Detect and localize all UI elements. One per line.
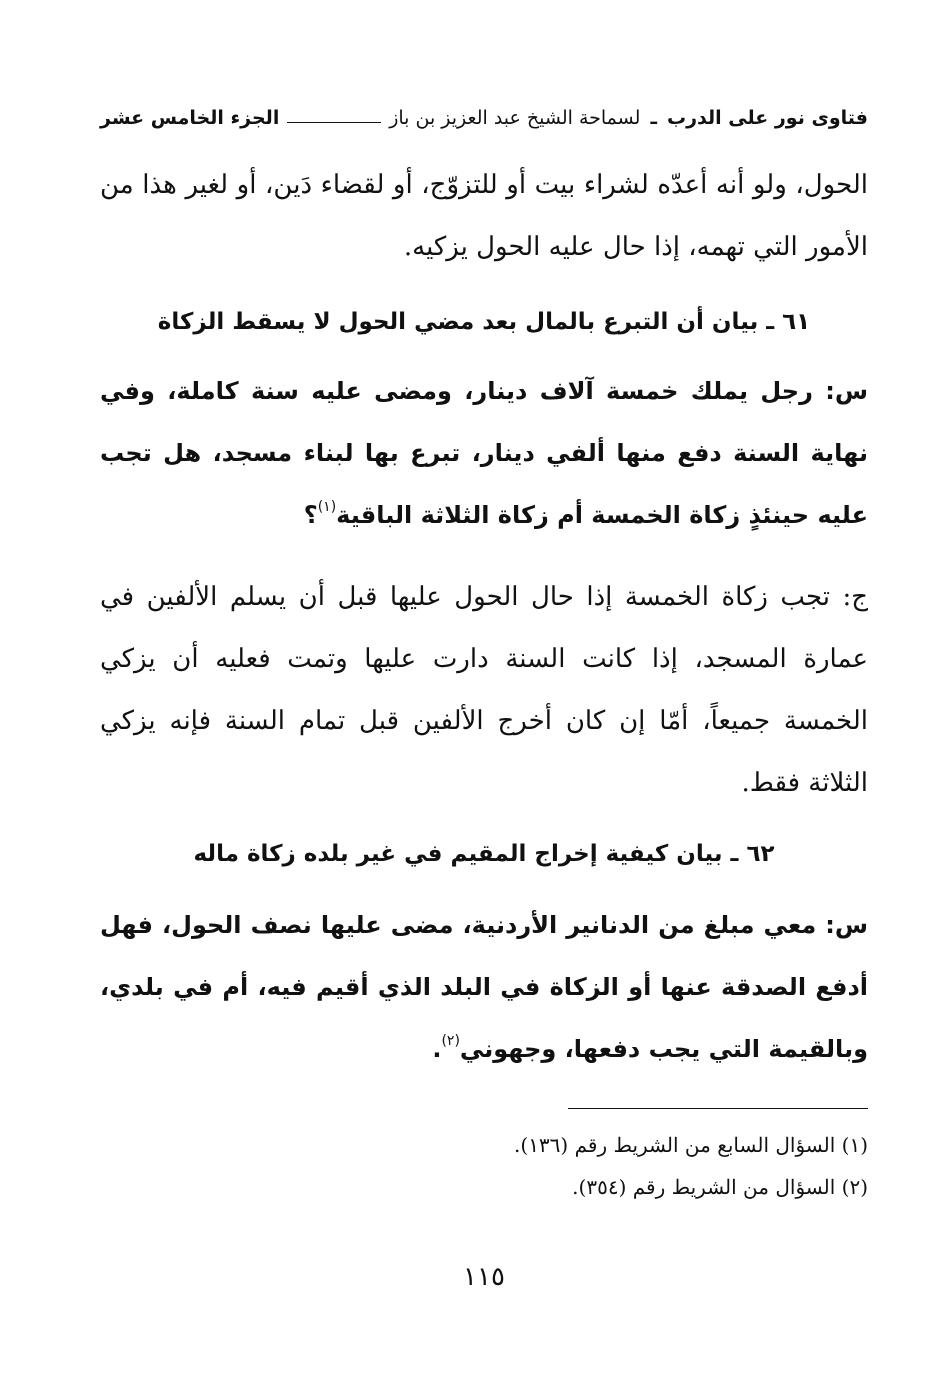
- section-61-answer: ج: تجب زكاة الخمسة إذا حال الحول عليها قبل أن يسلم الألفين في عمارة المسجد، إذا كانت السنة دارت عليها وتمت فعليه أن يزكي الخمسة جميعاً، أمّا إن كان أخرج الألفين قبل تمام السنة فإنه يزكي الثلاثة فقط.: [100, 582, 868, 798]
- running-header: [100, 98, 868, 138]
- book-page: [100, 92, 868, 1332]
- intro-paragraph: الحول، ولو أنه أعدّه لشراء بيت أو للتزوّج، أو لقضاء دَين، أو لغير هذا من الأمور التي تهمه، إذا حال عليه الحول يزكيه.: [100, 170, 868, 262]
- section-62-question-text: س: معي مبلغ من الدنانير الأردنية، مضى عليها نصف الحول، فهل أدفع الصدقة عنها أو الزكاة في البلد الذي أقيم فيه، أم في بلدي، وبالقيمة التي يجب دفعها، وجهوني: [100, 911, 868, 1063]
- header-rule: [287, 122, 381, 123]
- title-separator: ـ: [650, 107, 657, 129]
- section-62-question-end: .: [432, 1035, 442, 1063]
- section-62-question: [100, 894, 868, 1084]
- author-name: لسماحة الشيخ عبد العزيز بن باز: [389, 107, 641, 129]
- section-62-heading: ٦٢ ـ بيان كيفية إخراج المقيم في غير بلده زكاة ماله: [193, 841, 775, 867]
- running-header-title-group: [389, 107, 868, 129]
- page-number: ١١٥: [463, 1262, 505, 1292]
- footnote-ref-2: (٢): [441, 1033, 460, 1049]
- book-title: فتاوى نور على الدرب: [667, 107, 868, 129]
- section-61-question: [100, 360, 868, 550]
- section-61-question-end: ؟: [303, 501, 318, 529]
- footnote-ref-1: (١): [317, 499, 337, 515]
- footnote-1: (١) السؤال السابع من الشريط رقم (١٣٦).: [514, 1133, 868, 1157]
- section-61-question-text: س: رجل يملك خمسة آلاف دينار، ومضى عليه سنة كاملة، وفي نهاية السنة دفع منها ألفي دينار، تبرع بها لبناء مسجد، هل تجب عليه حينئذٍ زكاة الخمسة أم زكاة الثلاثة الباقية: [100, 377, 868, 529]
- section-61-heading: ٦١ ـ بيان أن التبرع بالمال بعد مضي الحول لا يسقط الزكاة: [157, 309, 811, 335]
- footnote-rule: [568, 1108, 868, 1109]
- footnote-2: (٢) السؤال من الشريط رقم (٣٥٤).: [572, 1175, 868, 1199]
- volume-label: الجزء الخامس عشر: [100, 107, 280, 129]
